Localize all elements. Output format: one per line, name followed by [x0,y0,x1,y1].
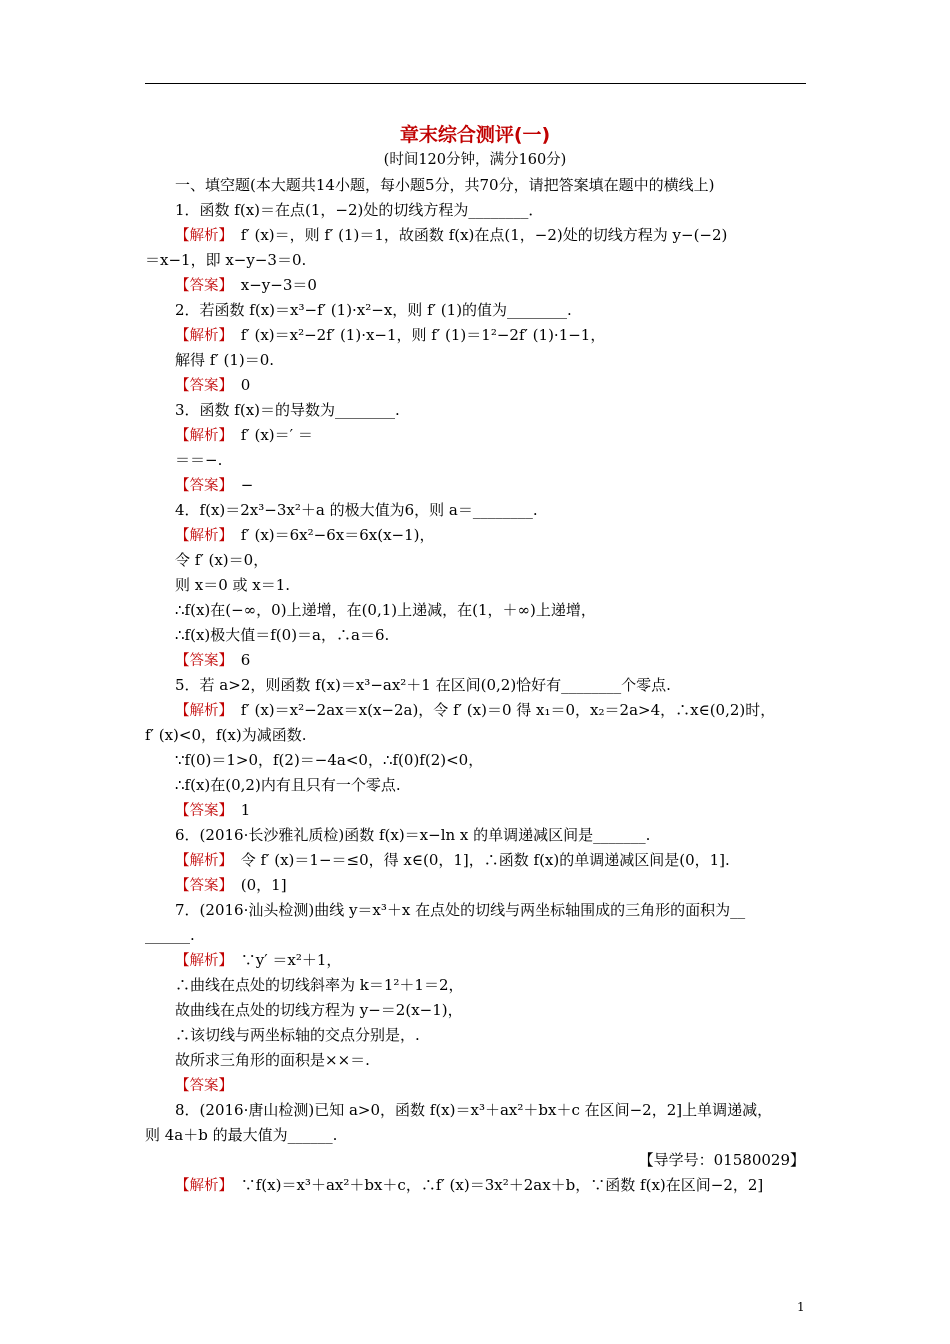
text-line [175,800,250,821]
page-title: 章末综合测评(一) [399,124,551,146]
text-line [175,775,401,795]
line-text: (0，1] [225,876,287,894]
line-text: 8．(2016·唐山检测)已知 a>0，函数 f(x)＝x³＋ax²＋bx＋c 在区间−2，2]上单调递减， [175,1101,773,1119]
page-subtitle: (时间120分钟，满分160分) [383,152,567,168]
text-line [175,875,287,896]
answer-label: 【答案】 [175,653,226,669]
text-line [145,1125,337,1145]
line-text: 则 4a＋b 的最大值为______. [145,1126,338,1144]
line-text: ∵f(0)＝1>0，f(2)＝−4a<0，∴f(0)f(2)<0， [175,751,484,769]
line-text: 3．函数 f(x)＝的导数为________. [175,401,400,419]
text-line [175,675,671,695]
line-text: ∵f(x)＝x³＋ax²＋bx＋c，∴f′ (x)＝3x²＋2ax＋b，∵函数 f(x)在区间−2，2] [225,1176,764,1194]
line-text: 故曲线在点处的切线方程为 y−＝2(x−1)， [175,1001,463,1019]
line-text: ∴f(x)极大值＝f(0)＝a，∴a＝6. [175,626,390,644]
text-line [175,200,543,220]
analysis-label: 【解析】 [175,703,226,719]
line-text: 6．(2016·长沙雅礼质检)函数 f(x)＝x−ln x 的单调递减区间是_______. [175,826,651,844]
analysis-label: 【解析】 [175,1178,226,1194]
text-line [175,300,572,320]
guide-number: 【导学号：01580029】 [638,1151,805,1169]
header-rule [145,83,806,84]
analysis-label: 【解析】 [175,228,226,244]
line-text: ______. [145,926,195,944]
text-line [175,1000,463,1020]
text-line [175,525,435,546]
answer-label: 【答案】 [175,1078,233,1094]
line-text: f′ (x)＝，则 f′ (1)＝1，故函数 f(x)在点(1，−2)处的切线方程为 y−(−2) [225,226,728,244]
line-text: 则 x＝0 或 x＝1. [175,576,291,594]
line-text: − [225,476,254,494]
answer-label: 【答案】 [175,803,226,819]
line-text: f′ (x)＝x²−2ax＝x(x−2a)，令 f′ (x)＝0 得 x₁＝0，x₂＝2a>4，∴x∈(0,2)时， [225,701,776,719]
line-text: 令 f′ (x)＝0， [175,551,269,569]
line-text: 故所求三角形的面积是××＝. [175,1051,370,1069]
line-text: 4．f(x)＝2x³−3x²＋a 的极大值为6，则 a＝________. [175,501,538,519]
analysis-label: 【解析】 [175,953,226,969]
line-text: f′ (x)＝x²−2f′ (1)·x−1，则 f′ (1)＝1²−2f′ (1)·1−1， [225,326,606,344]
text-line [175,325,605,346]
answer-label: 【答案】 [175,378,226,394]
line-text: x−y−3＝0 [225,276,317,294]
text-line [175,1100,772,1120]
analysis-label: 【解析】 [175,853,226,869]
text-line [175,650,250,671]
text-line [175,275,317,296]
text-line [175,1075,233,1096]
line-text: ∴f(x)在(0,2)内有且只有一个零点. [175,776,401,794]
section-heading: 一、填空题(本大题共14小题，每小题5分，共70分，请把答案填在题中的横线上) [175,176,715,194]
text-line [175,850,730,871]
answer-label: 【答案】 [175,478,226,494]
line-text: 7．(2016·汕头检测)曲线 y＝x³＋x 在点处的切线与两坐标轴围成的三角形的面积为__ [175,901,746,919]
text-line [145,725,307,745]
line-text: f′ (x)<0，f(x)为减函数. [145,726,307,744]
line-text: ∴该切线与两坐标轴的交点分别是，. [175,1026,420,1044]
text-line [175,950,341,971]
line-text: 6 [225,651,251,669]
text-line [175,225,727,246]
line-text: 5．若 a>2，则函数 f(x)＝x³−ax²＋1 在区间(0,2)恰好有________个零点. [175,676,671,694]
text-line [175,825,650,845]
text-line [175,900,745,920]
text-line [175,975,464,995]
line-text: ＝＝−. [175,451,223,469]
line-text: ∴曲线在点处的切线斜率为 k＝1²＋1＝2， [175,976,464,994]
page-number: 1 [797,1300,805,1314]
text-line [175,575,290,595]
text-line [175,500,538,520]
answer-label: 【答案】 [175,878,226,894]
line-text: f′ (x)＝′ ＝ [225,426,313,444]
text-line [175,450,222,470]
text-line [175,700,775,721]
text-line [175,350,274,370]
answer-label: 【答案】 [175,278,226,294]
analysis-label: 【解析】 [175,328,226,344]
line-text: f′ (x)＝6x²−6x＝6x(x−1)， [225,526,435,544]
text-line [145,925,195,945]
line-text: 2．若函数 f(x)＝x³−f′ (1)·x²−x，则 f′ (1)的值为________. [175,301,572,319]
text-line [145,250,306,270]
text-line [175,625,389,645]
text-line [175,425,313,446]
line-text: ∴f(x)在(−∞，0)上递增，在(0,1)上递减，在(1，＋∞)上递增， [175,601,596,619]
analysis-label: 【解析】 [175,428,226,444]
line-text: ∵y′ ＝x²＋1， [225,951,342,969]
text-line [175,1025,420,1045]
analysis-label: 【解析】 [175,528,226,544]
text-line [175,375,250,396]
text-line [175,475,253,496]
text-line [175,1050,370,1070]
text-line [175,750,483,770]
line-text: 1．函数 f(x)＝在点(1，−2)处的切线方程为________． [175,201,544,219]
line-text: 解得 f′ (1)＝0. [175,351,275,369]
line-text: ＝x−1，即 x−y−3＝0. [145,251,307,269]
text-line [175,600,596,620]
text-line [175,550,268,570]
line-text: 0 [225,376,251,394]
line-text: 1 [225,801,251,819]
text-line [175,1175,763,1196]
text-line [175,400,400,420]
line-text: 令 f′ (x)＝1−＝≤0，得 x∈(0，1]，∴函数 f(x)的单调递减区间是(0，1]. [225,851,730,869]
